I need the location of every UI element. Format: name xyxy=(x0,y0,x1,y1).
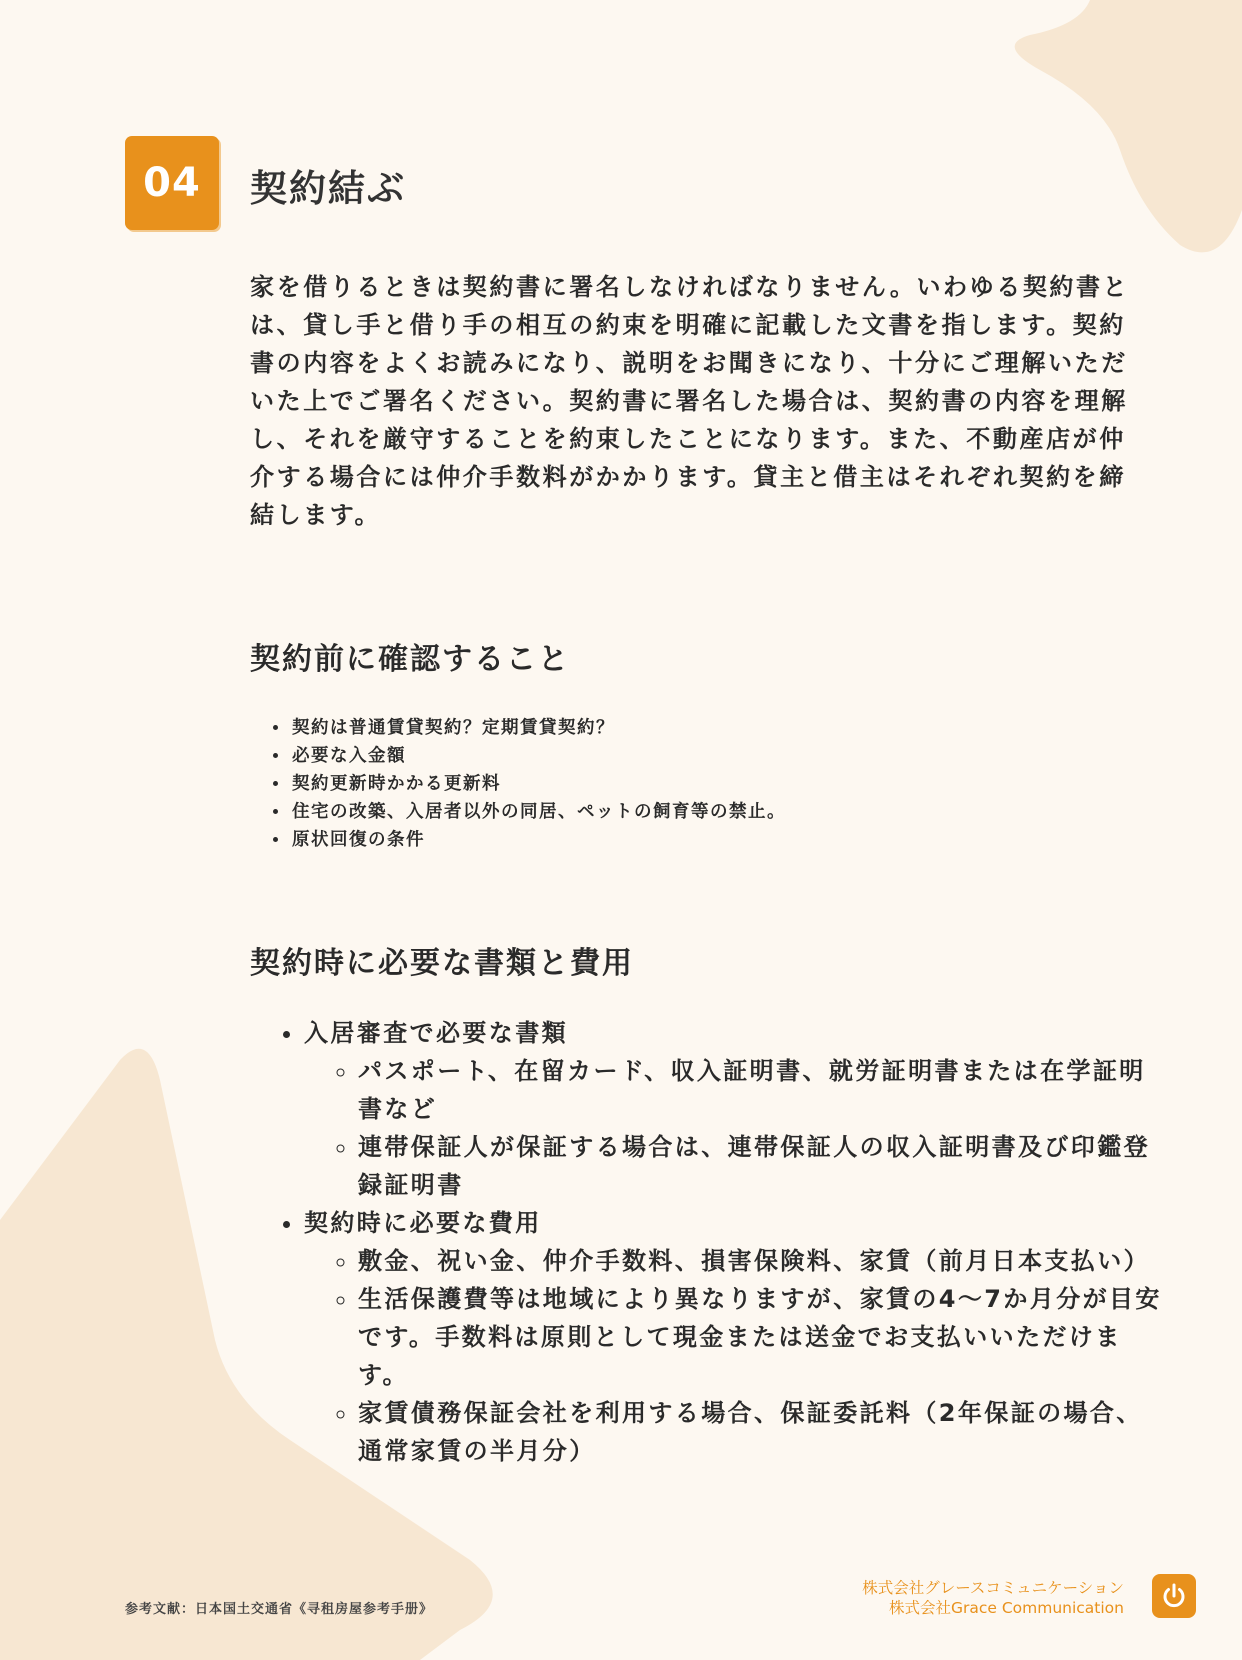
list-group xyxy=(304,1014,1164,1204)
list-group-label: 入居審査で必要な書類 xyxy=(304,1019,568,1047)
section-number-badge xyxy=(125,136,219,230)
section-number: 04 xyxy=(143,160,201,206)
list-group xyxy=(304,1204,1164,1470)
list-item: • 契約更新時かかる更新料 xyxy=(290,770,786,798)
sub-list xyxy=(304,1052,1164,1204)
intro-paragraph: 家を借りるときは契約書に署名しなければなりません。いわゆる契約書とは、貸し手と借り手の相互の約束を明確に記載した文書を指します。契約書の内容をよくお読みになり、説明をお聞きになり、十分にご理解いただいた上でご署名ください。契約書に署名した場合は、契約書の内容を理解し、それを厳守することを約束したことになります。また、不動産店が仲介する場合には仲介手数料がかかります。貸主と借主はそれぞれ契約を締結します。 xyxy=(250,273,1130,529)
sub-list-item: ◦ 生活保護費等は地域により異なりますが、家賃の4〜7か月分が目安です。手数料は原則として現金または送金でお支払いいただけます。 xyxy=(358,1280,1164,1394)
company-name-jp: 株式会社グレースコミュニケーション xyxy=(862,1579,1124,1597)
documents-costs-list xyxy=(270,1014,1164,1470)
before-contract-list xyxy=(272,714,786,854)
list-item: • 原状回復の条件 xyxy=(290,826,786,854)
sub-list-item: ◦ パスポート、在留カード、収入証明書、就労証明書または在学証明書など xyxy=(358,1052,1164,1128)
power-icon xyxy=(1159,1581,1189,1611)
sub-list-item: ◦ 連帯保証人が保証する場合は、連帯保証人の収入証明書及び印鑑登録証明書 xyxy=(358,1128,1164,1204)
sub-list-item: ◦ 家賃債務保証会社を利用する場合、保証委託料（2年保証の場合、通常家賃の半月分） xyxy=(358,1394,1164,1470)
list-item: • 住宅の改築、入居者以外の同居、ペットの飼育等の禁止。 xyxy=(290,798,786,826)
company-name xyxy=(862,1578,1124,1618)
sub-list-item: ◦ 敷金、祝い金、仲介手数料、損害保険料、家賃（前月日本支払い） xyxy=(358,1242,1164,1280)
before-contract-heading: 契約前に確認すること xyxy=(250,642,570,677)
list-group-label: 契約時に必要な費用 xyxy=(304,1209,542,1237)
reference-note: 参考文献：日本国土交通省《寻租房屋参考手册》 xyxy=(125,1602,434,1617)
list-item: • 契約は普通賃貸契約？定期賃貸契約？ xyxy=(290,714,786,742)
sub-list xyxy=(304,1242,1164,1470)
decorative-shape-top-right xyxy=(1010,0,1242,270)
documents-costs-heading: 契約時に必要な書類と費用 xyxy=(250,946,634,981)
company-name-en: 株式会社Grace Communication xyxy=(888,1599,1124,1617)
company-logo xyxy=(1152,1574,1196,1618)
list-item: • 必要な入金額 xyxy=(290,742,786,770)
page-title: 契約結ぶ xyxy=(250,167,406,210)
